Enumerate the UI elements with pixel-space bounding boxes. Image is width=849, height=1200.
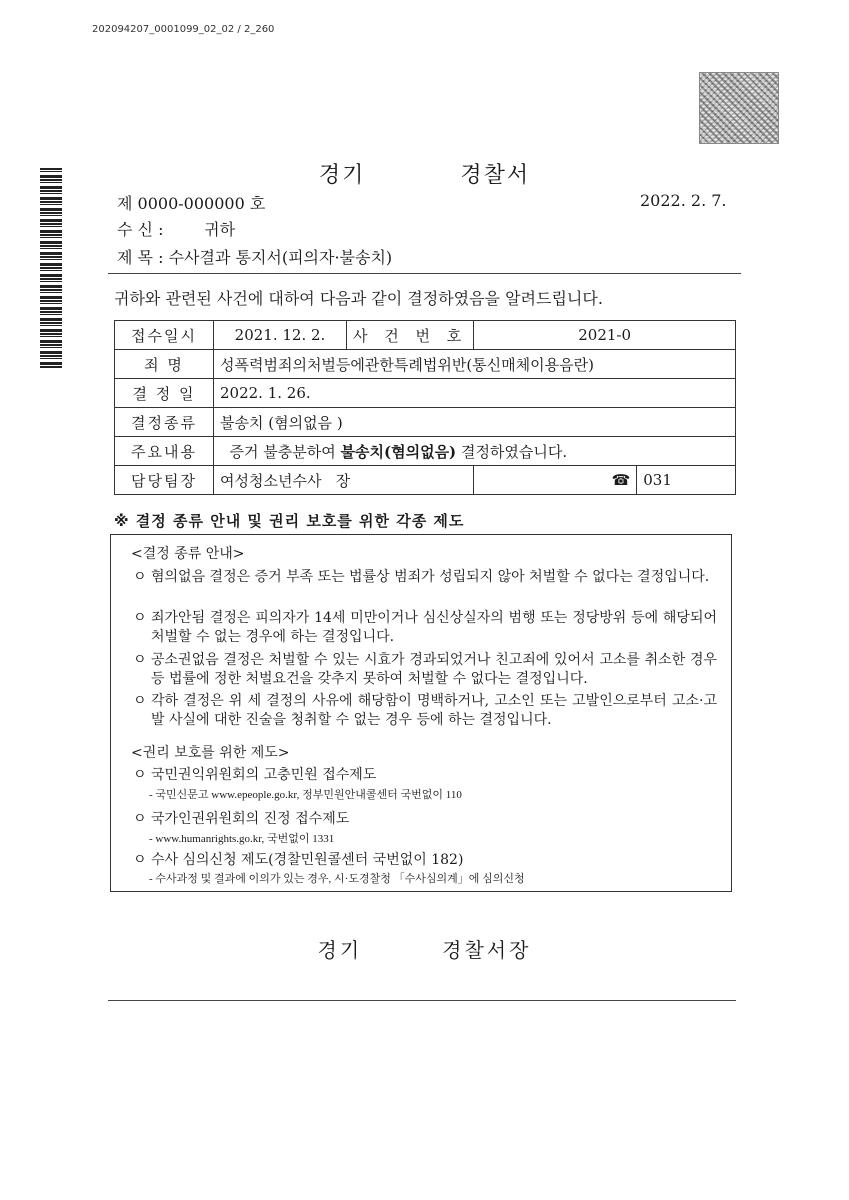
section-decision-types: <결정 종류 안내> <box>131 546 245 562</box>
bullet-icon: ㅇ <box>133 610 147 626</box>
table-row <box>115 321 736 350</box>
list-item <box>133 568 717 587</box>
subject-value: 수사결과 통지서(피의자·불송치) <box>168 248 393 267</box>
table-row <box>115 408 736 437</box>
summary-post: 결정하였습니다. <box>460 442 568 461</box>
case-number-value: 2021-0 <box>474 321 736 350</box>
bullet-icon: ㅇ <box>133 569 147 585</box>
footer-right: 경찰서장 <box>442 938 532 962</box>
document-date: 2022. 2. 7. <box>640 191 727 210</box>
item-text: 혐의없음 결정은 증거 부족 또는 법률상 범죄가 성립되지 않아 처벌할 수 없다는 결정입니다. <box>151 569 710 585</box>
rights-title: 국가인권위원회의 진정 접수제도 <box>151 811 350 827</box>
list-item <box>133 851 717 870</box>
document-number: 제 0000-000000 호 <box>117 194 266 213</box>
rights-title: 수사 심의신청 제도(경찰민원콜센터 국번없이 182) <box>151 852 464 868</box>
recipient-line <box>117 217 235 240</box>
team-label: 담당팀장 <box>115 466 214 495</box>
rights-detail: - 국민신문고 www.epeople.go.kr, 정부민원안내콜센터 국번없이 110 <box>149 789 462 801</box>
recipient-value: 귀하 <box>204 220 236 239</box>
page-title <box>0 158 849 189</box>
list-item <box>133 810 717 829</box>
list-item <box>133 766 717 785</box>
receipt-date-value: 2021. 12. 2. <box>214 321 347 350</box>
team-value <box>214 466 474 495</box>
rights-detail: - 수사과정 및 결과에 이의가 있는 경우, 시·도경찰청 「수사심의계」에 심의신청 <box>149 873 525 885</box>
guide-box <box>110 534 732 892</box>
decision-date-value: 2022. 1. 26. <box>214 379 736 408</box>
subject-label: 제 목 : <box>117 248 164 267</box>
recipient-label: 수 신 : <box>117 220 164 239</box>
case-info-table <box>114 320 736 495</box>
bullet-icon: ㅇ <box>133 767 147 783</box>
title-left: 경기 <box>318 163 366 188</box>
qr-code-icon <box>699 72 779 144</box>
decision-type-label: 결정종류 <box>115 408 214 437</box>
receipt-date-label: 접수일시 <box>115 321 214 350</box>
subject-line <box>117 245 392 268</box>
list-item <box>133 651 717 689</box>
title-right: 경찰서 <box>460 163 531 188</box>
team-name: 여성청소년수사 <box>220 471 322 490</box>
table-row <box>115 350 736 379</box>
intro-text: 귀하와 관련된 사건에 대하여 다음과 같이 결정하였음을 알려드립니다. <box>114 289 603 308</box>
summary-bold: 불송치(혐의없음) <box>340 442 457 461</box>
bullet-icon: ㅇ <box>133 652 147 668</box>
summary-label: 주요내용 <box>115 437 214 466</box>
decision-type-value: 불송치 (혐의없음 ) <box>214 408 736 437</box>
bullet-icon: ㅇ <box>133 852 147 868</box>
table-row <box>115 379 736 408</box>
barcode-icon <box>40 168 62 368</box>
decision-date-label: 결 정 일 <box>115 379 214 408</box>
crime-value: 성폭력범죄의처벌등에관한특례법위반(통신매체이용음란) <box>214 350 736 379</box>
case-number-label: 사 건 번 호 <box>347 321 474 350</box>
footer-left: 경기 <box>317 938 363 962</box>
bullet-icon: ㅇ <box>133 811 147 827</box>
document-id: 202094207_0001099_02_02 / 2_260 <box>92 24 275 35</box>
crime-label: 죄 명 <box>115 350 214 379</box>
item-text: 죄가안됨 결정은 피의자가 14세 미만이거나 심신상실자의 범행 또는 정당방위 등에 해당되어 처벌할 수 없는 경우에 하는 결정입니다. <box>151 610 717 645</box>
bullet-icon: ㅇ <box>133 693 147 709</box>
summary-pre: 증거 불충분하여 <box>229 442 336 461</box>
divider <box>108 273 741 274</box>
list-item <box>133 692 717 730</box>
section-rights: <권리 보호를 위한 제도> <box>131 745 290 761</box>
item-text: 각하 결정은 위 세 결정의 사유에 해당함이 명백하거나, 고소인 또는 고발인으로부터 고소·고발 사실에 대한 진술을 청취할 수 없는 경우 등에 하는 결정입니다. <box>151 693 717 728</box>
divider <box>108 1000 736 1001</box>
issuer-signature <box>0 934 849 963</box>
list-item <box>133 609 717 647</box>
phone-icon: ☎ <box>474 466 637 495</box>
summary-value <box>214 437 736 466</box>
notice-title: ※ 결정 종류 안내 및 권리 보호를 위한 각종 제도 <box>114 512 465 530</box>
team-suffix: 장 <box>335 471 351 490</box>
table-row <box>115 437 736 466</box>
item-text: 공소권없음 결정은 처벌할 수 있는 시효가 경과되었거나 친고죄에 있어서 고소를 취소한 경우 등 법률에 정한 처벌요건을 갖추지 못하여 처벌할 수 없다는 결정입니다. <box>151 652 717 687</box>
phone-value: 031 <box>637 466 736 495</box>
rights-title: 국민권익위원회의 고충민원 접수제도 <box>151 767 377 783</box>
table-row <box>115 466 736 495</box>
rights-detail: - www.humanrights.go.kr, 국번없이 1331 <box>149 833 335 845</box>
